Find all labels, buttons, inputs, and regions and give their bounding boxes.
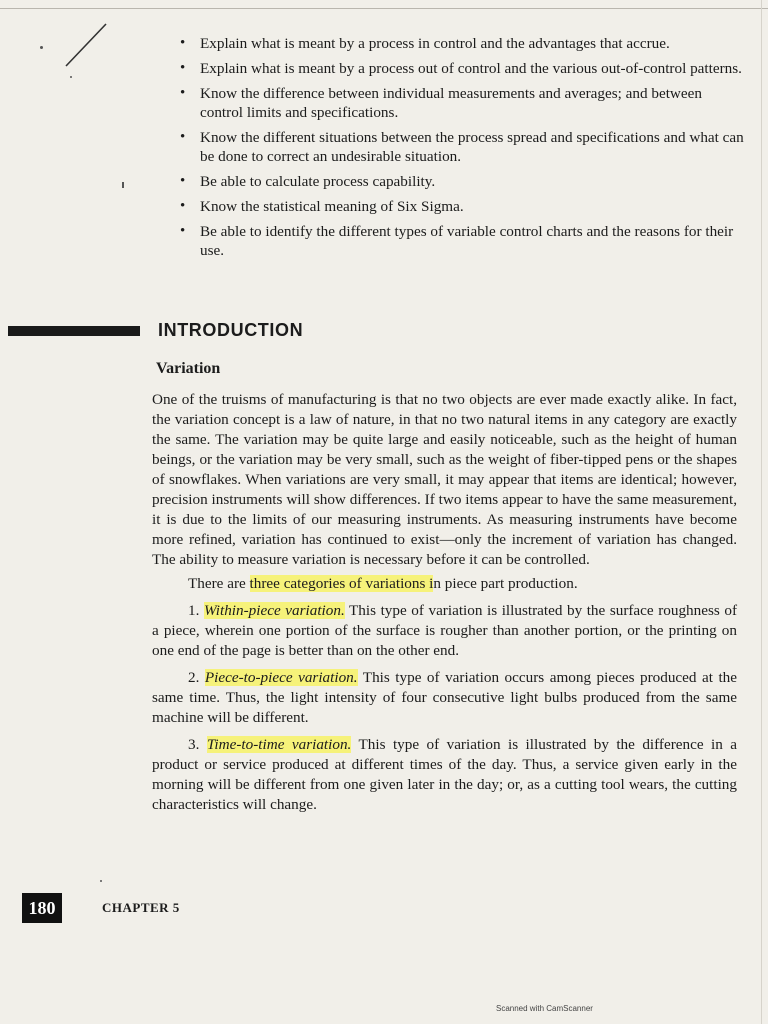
page-number: 180 <box>22 893 62 923</box>
item-text: This type of variation is illustrated by the difference in a product or service produced at different times of the day. Thus, a service given early in the morning will be different from one given later in the day; or, as a cutting tool wears, the cutting characteristics will change. <box>152 736 738 813</box>
objective-text: Be able to calculate process capability. <box>200 173 436 190</box>
subheading: Variation <box>156 360 221 377</box>
objective-item <box>176 59 746 78</box>
highlighted-text: three categories of variations i <box>249 575 434 592</box>
paragraph: One of the truisms of manufacturing is that no two objects are ever made exactly alike. In fact, the variation concept is a law of nature, in that no two natural items in any category are exactly the same. The variation may be quite large and easily noticeable, such as the height of human beings, or the variation may be very small, such as the weight of fiber-tipped pens or the shapes of snowflakes. When variations are very small, it may appear that items are identical; however, precision instruments will show differences. If two items appear to have the same measurement, it is due to the limits of our measuring instruments. As measuring instruments have become more refined, variation has continued to exist—only the increment of variation has changed. The ability to measure variation is necessary before it can be controlled. <box>152 391 737 568</box>
objective-text: Be able to identify the different types of variable control charts and the reasons for their use. <box>200 223 734 259</box>
objective-text: Know the statistical meaning of Six Sigma. <box>200 198 464 215</box>
objective-text: Explain what is meant by a process out of control and the various out-of-control patterns. <box>200 60 742 77</box>
paragraph <box>152 574 737 594</box>
objective-text: Explain what is meant by a process in control and the advantages that accrue. <box>200 35 670 52</box>
list-item <box>152 601 737 661</box>
objective-item <box>176 197 746 216</box>
pen-mark <box>62 20 112 70</box>
text-run: There are <box>188 575 250 592</box>
speck <box>70 76 72 78</box>
scanner-watermark: Scanned with CamScanner <box>496 1004 593 1013</box>
bullet-icon: • <box>180 35 186 51</box>
highlighted-term: Time-to-time variation. <box>206 736 352 753</box>
bullet-icon: • <box>180 223 186 239</box>
item-number: 3. <box>188 736 200 753</box>
objective-text: Know the different situations between the process spread and specifications and what can be done to correct an undesirable situation. <box>200 129 744 165</box>
objective-item <box>176 172 746 191</box>
body-text <box>152 390 737 815</box>
top-rule <box>0 8 768 9</box>
list-item <box>152 735 737 815</box>
chapter-label: CHAPTER 5 <box>102 900 180 915</box>
page-edge <box>761 0 762 1024</box>
item-number: 2. <box>188 669 200 686</box>
objective-item <box>176 222 746 260</box>
section-marker-bar <box>8 326 140 336</box>
item-text: This type of variation is illustrated by the surface roughness of a piece, wherein one portion of the surface is rougher than another portion, or the printing on one end of the page is better than on the other end. <box>152 602 737 659</box>
item-number: 1. <box>188 602 200 619</box>
text-run: n piece part production. <box>433 575 578 592</box>
objective-item <box>176 128 746 166</box>
bullet-icon: • <box>180 173 186 189</box>
objective-text: Know the difference between individual measurements and averages; and between control limits and specifications. <box>200 85 702 121</box>
bullet-icon: • <box>180 60 186 76</box>
item-text: This type of variation occurs among pieces produced at the same time. Thus, the light intensity of four consecutive light bulbs produced from the same machine will be different. <box>152 669 737 726</box>
bullet-icon: • <box>180 129 186 145</box>
speck <box>40 46 43 49</box>
bullet-icon: • <box>180 198 186 214</box>
speck <box>122 182 124 188</box>
section-heading: INTRODUCTION <box>158 320 304 340</box>
objective-item <box>176 84 746 122</box>
learning-objectives-list <box>176 34 746 266</box>
objective-item <box>176 34 746 53</box>
speck <box>100 880 102 882</box>
bullet-icon: • <box>180 85 186 101</box>
list-item <box>152 668 737 728</box>
highlighted-term: Within-piece variation. <box>203 602 345 619</box>
highlighted-term: Piece-to-piece variation. <box>204 669 358 686</box>
